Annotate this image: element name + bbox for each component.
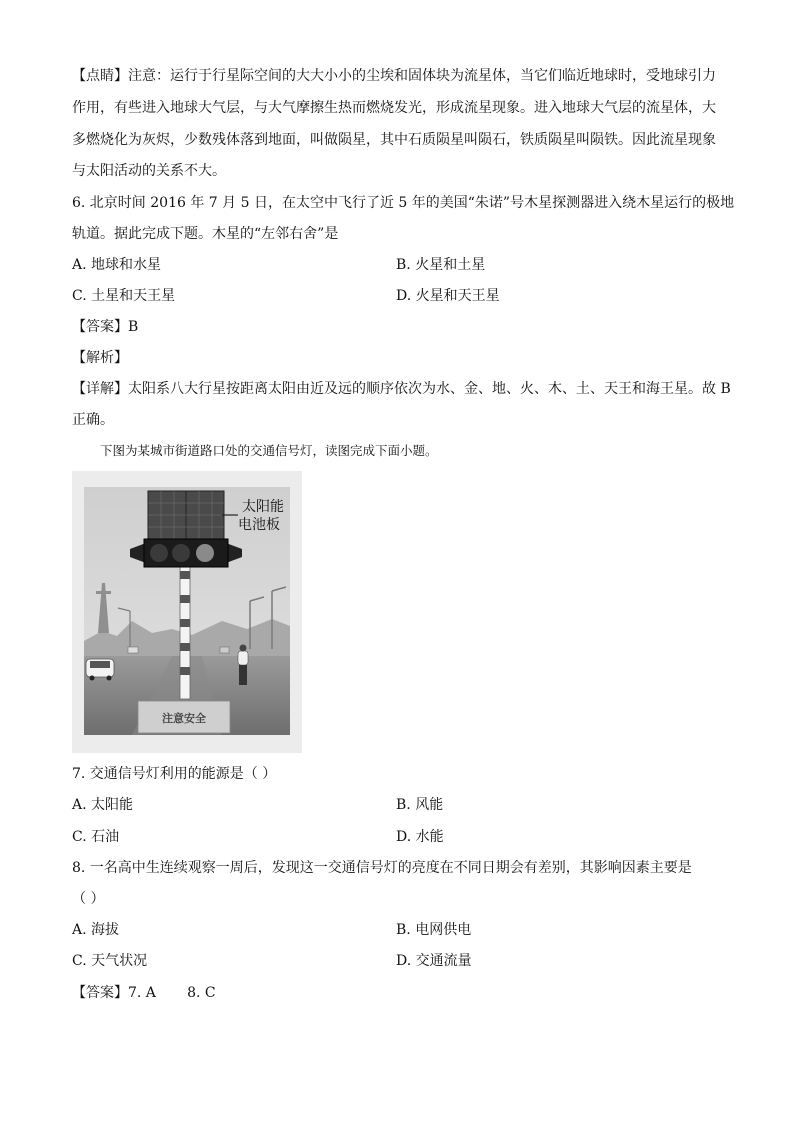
note-line-3: 多燃烧化为灰烬，少数残体落到地面，叫做陨星，其中石质陨星叫陨石，铁质陨星叫陨铁。因此流星现象: [72, 132, 716, 148]
q8-option-b: B. 电网供电: [396, 922, 472, 938]
q7-option-c: C. 石油: [72, 829, 120, 845]
q8-option-d: D. 交通流量: [396, 953, 472, 969]
traffic-light-photo: [72, 471, 302, 753]
note-line-1: 【点睛】注意：运行于行星际空间的大大小小的尘埃和固体块为流星体，当它们临近地球时，受地球引力: [72, 68, 716, 84]
q6-analysis: 【解析】: [72, 350, 128, 366]
q7-stem: 7. 交通信号灯利用的能源是（ ）: [72, 766, 277, 782]
q6-answer: 【答案】B: [72, 319, 139, 335]
solar-panel-label-line-2: 电池板: [238, 517, 280, 533]
q6-option-c: C. 土星和天王星: [72, 288, 176, 304]
figure-intro: 下图为某城市街道路口处的交通信号灯，读图完成下面小题。: [100, 443, 438, 458]
q7-option-b: B. 风能: [396, 797, 444, 813]
q7-option-a: A. 太阳能: [72, 797, 134, 813]
q8-stem-1: 8. 一名高中生连续观察一周后，发现这一交通信号灯的亮度在不同日期会有差别，其影响因素主要是: [72, 860, 692, 876]
q6-detail-1: 【详解】太阳系八大行星按距离太阳由近及远的顺序依次为水、金、地、火、木、土、天王和海王星。故 B: [72, 381, 731, 397]
q6-stem-2: 轨道。据此完成下题。木星的“左邻右舍”是: [72, 226, 339, 242]
note-line-2: 作用，有些进入地球大气层，与大气摩擦生热而燃烧发光，形成流星现象。进入地球大气层的流星体，大: [72, 100, 716, 116]
q6-detail-2: 正确。: [72, 412, 114, 428]
q8-option-a: A. 海拔: [72, 922, 120, 938]
solar-panel-label-line-1: 太阳能: [242, 499, 284, 515]
q8-stem-2: （ ）: [72, 891, 105, 907]
q7-option-d: D. 水能: [396, 829, 444, 845]
q6-stem-1: 6. 北京时间 2016 年 7 月 5 日，在太空中飞行了近 5 年的美国“朱诺”号木星探测器进入绕木星运行的极地: [72, 195, 735, 211]
note-line-4: 与太阳活动的关系不大。: [72, 163, 226, 179]
q6-option-a: A. 地球和水星: [72, 257, 162, 273]
q6-option-d: D. 火星和天王星: [396, 288, 500, 304]
q6-option-b: B. 火星和土星: [396, 257, 486, 273]
q7-q8-answer: 【答案】7. A 8. C: [72, 985, 216, 1001]
safety-sign-text: 注意安全: [162, 712, 206, 725]
q8-option-c: C. 天气状况: [72, 953, 148, 969]
